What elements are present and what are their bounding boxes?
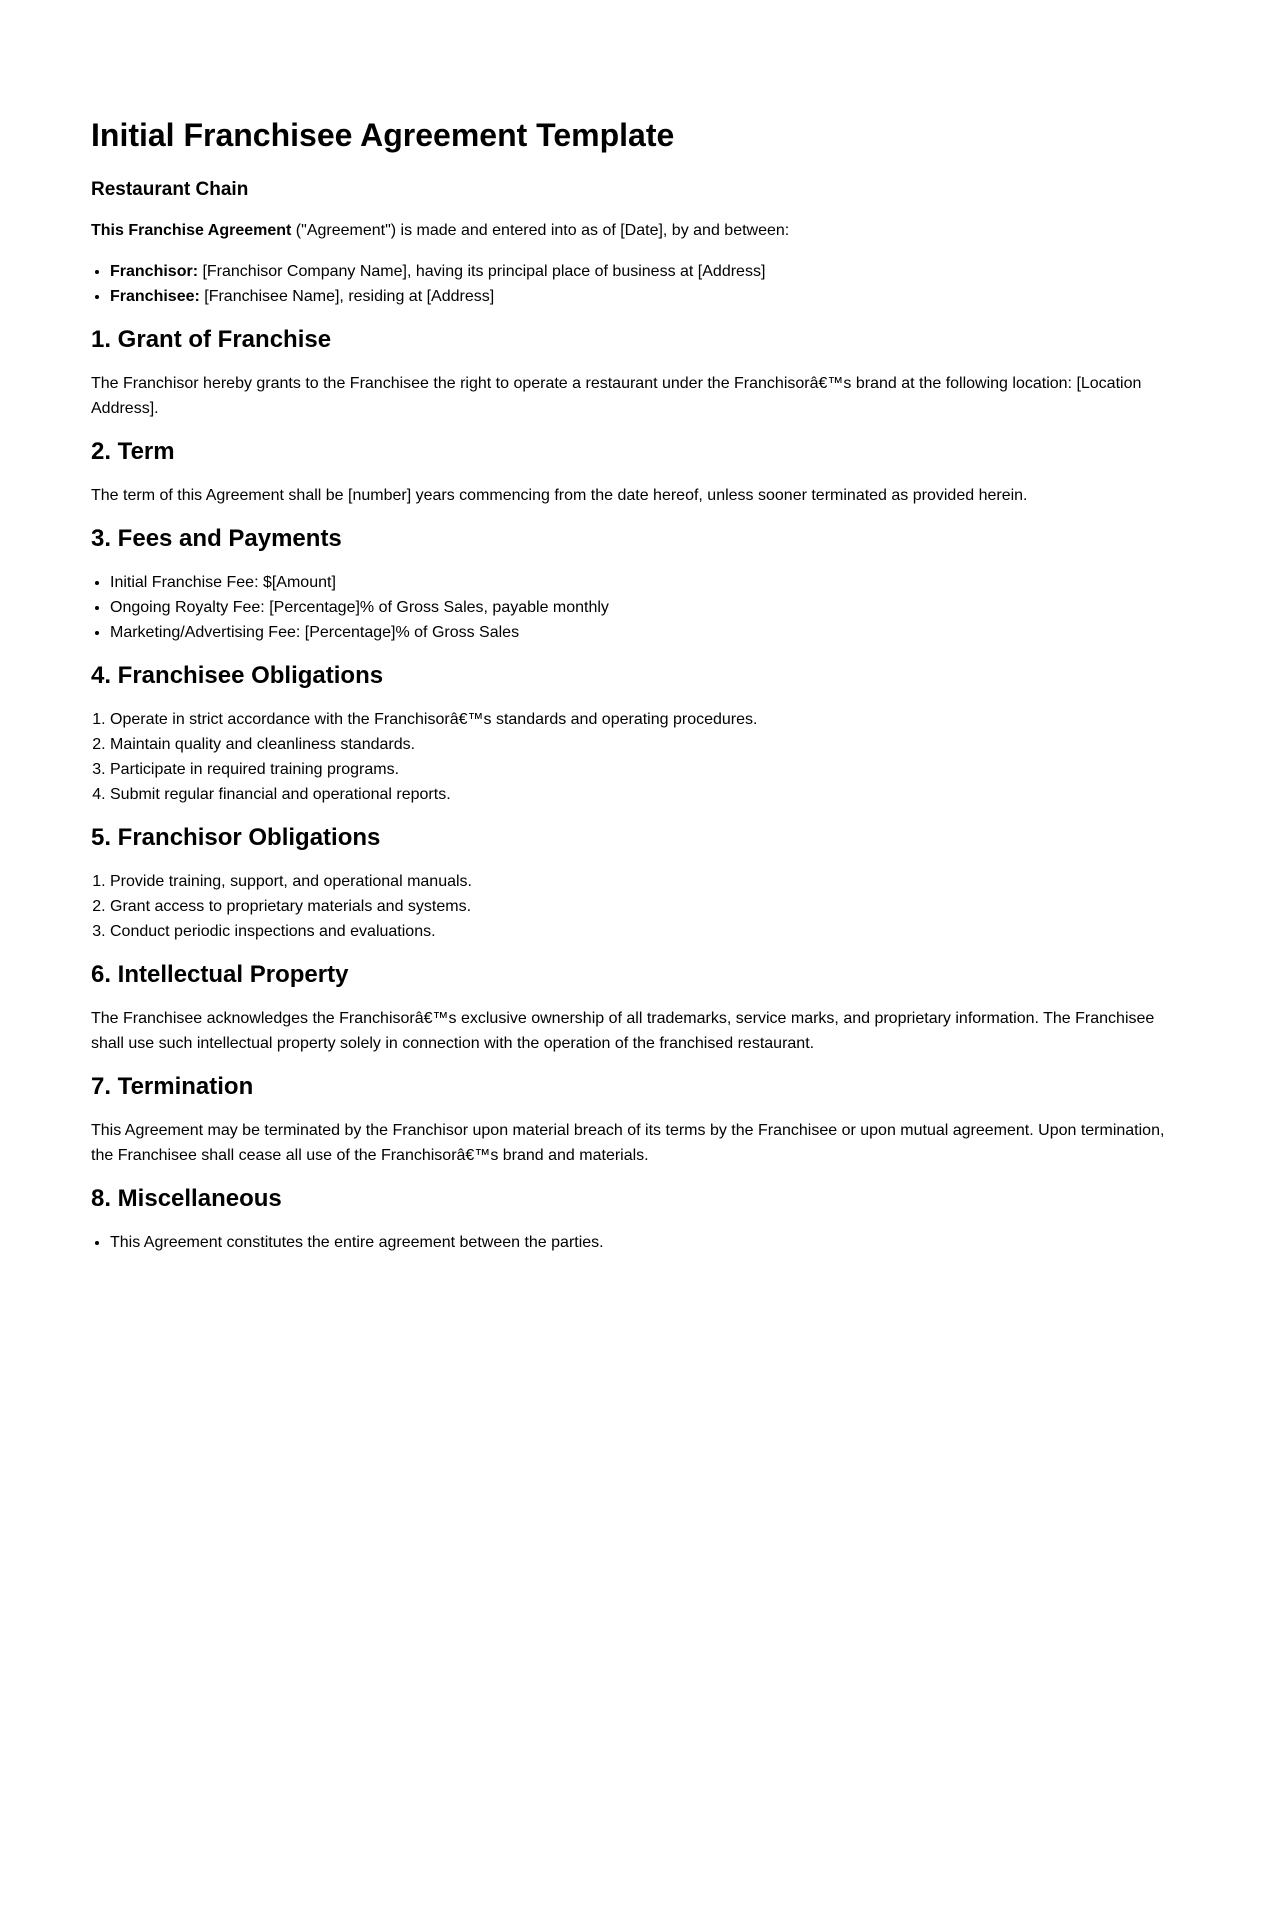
party-text: [Franchisor Company Name], having its principal place of business at [Address] [198, 262, 766, 280]
party-label: Franchisee: [110, 287, 200, 305]
list-item: 1. Provide training, support, and operational manuals. [110, 869, 1172, 894]
franchisee-obligations-list [91, 707, 1172, 807]
section-paragraph: The Franchisor hereby grants to the Franchisee the right to operate a restaurant under the Franchisorâ€™s brand at the following location: [Location Address]. [91, 374, 1142, 417]
section-heading-miscellaneous: 8. Miscellaneous [91, 1184, 282, 1212]
franchisor-obligations-list [91, 869, 1172, 944]
intro-bold-lead: This Franchise Agreement [91, 221, 292, 239]
section-heading-franchisee-obligations: 4. Franchisee Obligations [91, 661, 384, 689]
document-title: Initial Franchisee Agreement Template [91, 117, 675, 153]
list-item: • Marketing/Advertising Fee: [Percentage]% of Gross Sales [110, 620, 1172, 645]
list-item: 1. Operate in strict accordance with the Franchisorâ€™s standards and operating procedures. [110, 707, 1172, 732]
section-paragraph: The Franchisee acknowledges the Franchisorâ€™s exclusive ownership of all trademarks, service marks, and proprietary information. The Franchisee shall use such intellectual property solely in connection with the operation of the franchised restaurant. [91, 1009, 1155, 1052]
miscellaneous-list [91, 1230, 1172, 1255]
section-heading-grant-of-franchise: 1. Grant of Franchise [91, 325, 332, 353]
section-paragraph: This Agreement may be terminated by the Franchisor upon material breach of its terms by the Franchisee or upon mutual agreement. Upon termination, the Franchisee shall cease all use of the Franchisorâ€™s brand and materials. [91, 1121, 1165, 1164]
fees-list [91, 570, 1172, 645]
section-heading-fees-and-payments: 3. Fees and Payments [91, 524, 342, 552]
document-subtitle: Restaurant Chain [91, 178, 249, 200]
list-item: 3. Conduct periodic inspections and evaluations. [110, 919, 1172, 944]
intro-text: ("Agreement") is made and entered into as of [Date], by and between: [291, 221, 790, 239]
list-item: 3. Participate in required training programs. [110, 757, 1172, 782]
intro-paragraph [91, 218, 1172, 243]
section-paragraph: The term of this Agreement shall be [number] years commencing from the date hereof, unless sooner terminated as provided herein. [91, 486, 1028, 504]
list-item: 2. Grant access to proprietary materials and systems. [110, 894, 1172, 919]
list-item [110, 259, 1172, 284]
list-item [110, 284, 1172, 309]
party-text: [Franchisee Name], residing at [Address] [199, 287, 495, 305]
list-item: • Ongoing Royalty Fee: [Percentage]% of Gross Sales, payable monthly [110, 595, 1172, 620]
list-item: • Initial Franchise Fee: $[Amount] [110, 570, 1172, 595]
list-item: • This Agreement constitutes the entire agreement between the parties. [110, 1230, 1172, 1255]
list-item: 4. Submit regular financial and operational reports. [110, 782, 1172, 807]
parties-list [91, 259, 1172, 309]
section-heading-intellectual-property: 6. Intellectual Property [91, 960, 349, 988]
section-heading-termination: 7. Termination [91, 1072, 254, 1100]
list-item: 2. Maintain quality and cleanliness standards. [110, 732, 1172, 757]
section-heading-franchisor-obligations: 5. Franchisor Obligations [91, 823, 381, 851]
party-label: Franchisor: [110, 262, 199, 280]
section-heading-term: 2. Term [91, 437, 175, 465]
